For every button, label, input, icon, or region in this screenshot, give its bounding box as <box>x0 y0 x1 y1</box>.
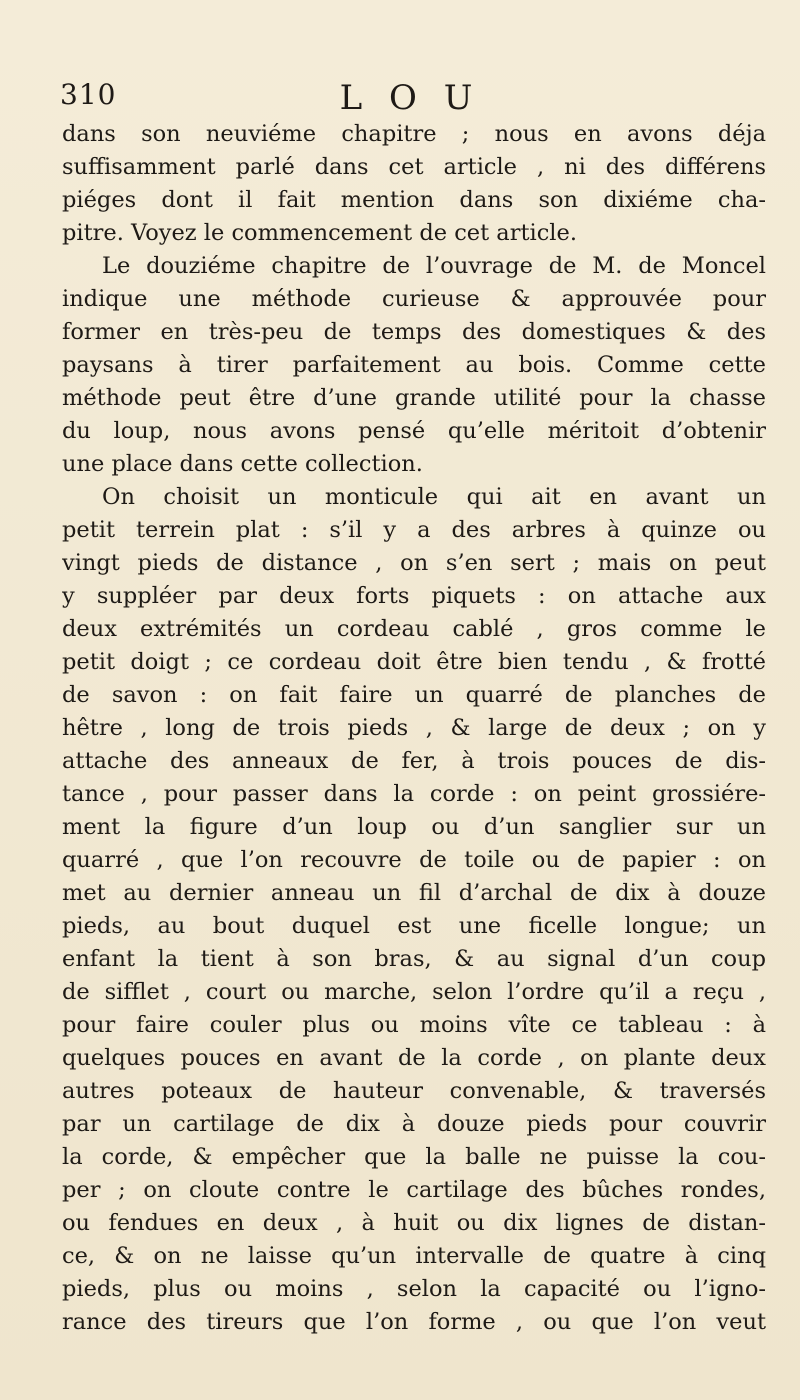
text-line: autres poteaux de hauteur convenable, & traversés <box>62 1078 766 1104</box>
text-line: ment la figure d’un loup ou d’un sanglier sur un <box>62 814 766 840</box>
text-line: pour faire couler plus ou moins vîte ce tableau : à <box>62 1012 766 1038</box>
page-header <box>60 78 760 118</box>
text-line: du loup, nous avons pensé qu’elle méritoit d’obtenir <box>62 418 766 444</box>
text-line: de savon : on fait faire un quarré de planches de <box>62 682 766 708</box>
text-line: pitre. Voyez le commencement de cet article. <box>62 220 577 246</box>
text-line: rance des tireurs que l’on forme , ou que l’on veut <box>62 1309 766 1335</box>
text-line: paysans à tirer parfaitement au bois. Comme cette <box>62 352 766 378</box>
text-line: vingt pieds de distance , on s’en sert ; mais on peut <box>62 550 766 576</box>
text-line: pieds, plus ou moins , selon la capacité ou l’igno- <box>62 1276 766 1302</box>
text-line: former en très-peu de temps des domestiques & des <box>62 319 766 345</box>
text-line: met au dernier anneau un fil d’archal de dix à douze <box>62 880 766 906</box>
text-line: enfant la tient à son bras, & au signal d’un coup <box>62 946 766 972</box>
text-line: petit doigt ; ce cordeau doit être bien tendu , & frotté <box>62 649 766 675</box>
text-line: par un cartilage de dix à douze pieds pour couvrir <box>62 1111 766 1137</box>
text-line: une place dans cette collection. <box>62 451 423 477</box>
text-line: ou fendues en deux , à huit ou dix lignes de distan- <box>62 1210 766 1236</box>
body-text <box>62 118 766 1339</box>
page-number: 310 <box>60 78 117 111</box>
text-line: hêtre , long de trois pieds , & large de deux ; on y <box>62 715 766 741</box>
text-line: tance , pour passer dans la corde : on peint grossiére- <box>62 781 766 807</box>
text-line: indique une méthode curieuse & approuvée pour <box>62 286 766 312</box>
text-line: pieds, au bout duquel est une ficelle longue; un <box>62 913 766 939</box>
text-line: petit terrein plat : s’il y a des arbres à quinze ou <box>62 517 766 543</box>
text-line: suffisamment parlé dans cet article , ni des différens <box>62 154 766 180</box>
text-line: piéges dont il fait mention dans son dixiéme cha- <box>62 187 766 213</box>
running-head: L O U <box>339 78 481 118</box>
text-line: méthode peut être d’une grande utilité pour la chasse <box>62 385 766 411</box>
text-line: dans son neuviéme chapitre ; nous en avons déja <box>62 121 766 147</box>
text-line: quarré , que l’on recouvre de toile ou de papier : on <box>62 847 766 873</box>
text-line: deux extrémités un cordeau cablé , gros comme le <box>62 616 766 642</box>
text-line: Le douziéme chapitre de l’ouvrage de M. de Moncel <box>102 253 766 279</box>
text-line: ce, & on ne laisse qu’un intervalle de quatre à cinq <box>62 1243 766 1269</box>
text-line: de sifflet , court ou marche, selon l’ordre qu’il a reçu , <box>62 979 766 1005</box>
text-line: quelques pouces en avant de la corde , on plante deux <box>62 1045 766 1071</box>
text-line: per ; on cloute contre le cartilage des bûches rondes, <box>62 1177 766 1203</box>
text-line: y suppléer par deux forts piquets : on attache aux <box>62 583 766 609</box>
text-line: la corde, & empêcher que la balle ne puisse la cou- <box>62 1144 766 1170</box>
text-line: On choisit un monticule qui ait en avant un <box>102 484 766 510</box>
text-line: attache des anneaux de fer, à trois pouces de dis- <box>62 748 766 774</box>
